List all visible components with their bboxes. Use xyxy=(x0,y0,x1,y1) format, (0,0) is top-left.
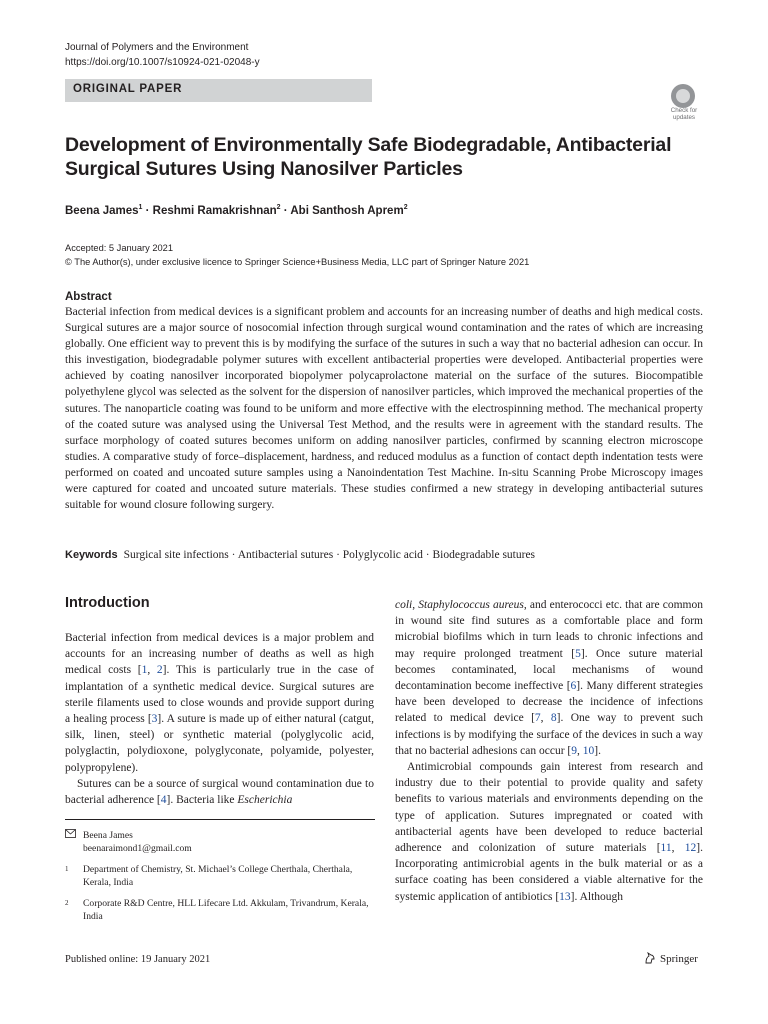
body-column-left xyxy=(65,630,374,808)
check-for-updates-label: Check for updates xyxy=(670,107,698,121)
affiliation-1 xyxy=(65,863,374,889)
citation-link[interactable]: 11 xyxy=(660,842,672,855)
affiliation-text: Department of Chemistry, St. Michael’s College Cherthala, Cherthala, Kerala, India xyxy=(83,864,353,888)
affiliation-number: 1 xyxy=(65,865,69,873)
article-type-label: ORIGINAL PAPER xyxy=(73,83,183,95)
journal-info xyxy=(65,40,260,70)
abstract-text: Bacterial infection from medical devices is a significant problem and accounts for an increasing number of deaths and high medical costs. Surgical sutures are a major source of nosocomial infection through surgical wound contamination and the rates of which are increasing globally. One efficient way to prevent this is by modifying the surface of the sutures in such a way that no bacterial adhesion can occur. In this investigation, biodegradable polymer sutures with excellent antibacterial properties were developed. Antibacterial properties were achieved by coating nanosilver incorporated biopolymer polycaprolactone material on the surface of the sutures. Biocompatible polyethylene glycol was selected as the solvent for the dispersion of nanosilver particles, which improved the mechanical properties of the sutures. The nanoparticle coating was found to be uniform and more effective with the electrospinning method. The mechanical property of the coated suture was analysed using the Universal Test Method, and the results were in agreement with the standard results. The surface morphology of coated sutures becomes uniform on adding nanosilver particles, confirmed by scanning electron microscope studies. A comparative study of force–displacement, hardness, and reduced modulus as a function of contact depth indentation tests were performed on coated and uncoated suture samples using a Nanoindentation Test Machine. In-situ Scanning Probe Microscopy images were captured for coated and uncoated suture materials. These studies confirmed a new strategy in developing antibacterial sutures suitable for wound closure following surgery. xyxy=(65,306,703,512)
contact-email[interactable]: beenaraimond1@gmail.com xyxy=(83,843,192,854)
paragraph: Bacterial infection from medical devices is a major problem and accounts for an increasing number of deaths as well as high medical costs [1, 2]. This is particularly true in the case of implantation of a synthetic medical device. Surgical sutures are sterile filaments used to close wounds and provide support during a healing process [3]. A suture is made up of either natural (catgut, silk, linen, steel) or synthetic material (polyglycolic acid, polyglactin, polydioxone, polyglyconate, polyamide, polyester, polypropylene). xyxy=(65,632,375,774)
affiliation-text: Corporate R&D Centre, HLL Lifecare Ltd. Akkulam, Trivandrum, Kerala, India xyxy=(83,898,369,922)
citation-link[interactable]: 13 xyxy=(559,890,571,903)
paragraph: Sutures can be a source of surgical wound contamination due to bacterial adherence [4]. Bacteria like Escherichia xyxy=(65,777,374,807)
article-dates xyxy=(65,241,529,269)
author-affiliation: 2 xyxy=(276,204,281,211)
citation-link[interactable]: 10 xyxy=(582,744,595,757)
author-affiliation: 1 xyxy=(138,204,143,211)
affiliation-number: 2 xyxy=(65,899,69,907)
paragraph: coli, Staphylococcus aureus, and enterococci etc. that are common in wound site find sutures as a comfortable place and form microbial biofilms which in turn leads to chronic infections and may require prolonged treatment [5]. Once suture material becomes contaminated, local mechanisms of wound decontamination become ineffective [6]. Many different strategies have been developed to decrease the incidence of infections related to medical device [7, 8]. One way to prevent such infections is by modifying the surface of the devices in such a way that no bacterial adhesions can occur [9, 10]. xyxy=(395,599,704,757)
introduction-heading: Introduction xyxy=(65,595,150,611)
citation-link[interactable]: 8 xyxy=(550,712,557,725)
author-name[interactable]: Beena James xyxy=(65,204,139,217)
footnotes xyxy=(65,829,374,931)
author-separator: · xyxy=(280,204,291,217)
article-title: Development of Environmentally Safe Biodegradable, Antibacterial Surgical Sutures Using Nanosilver Particles xyxy=(65,134,672,180)
citation-link[interactable]: 6 xyxy=(570,680,577,693)
author-affiliation: 2 xyxy=(403,204,408,211)
citation-link[interactable]: 5 xyxy=(575,647,581,660)
body-column-right xyxy=(395,597,703,905)
citation-link[interactable]: 12 xyxy=(684,842,697,855)
citation-link[interactable]: 4 xyxy=(160,794,167,807)
published-date: Published online: 19 January 2021 xyxy=(65,954,211,965)
keywords-list: Surgical site infections · Antibacterial sutures · Polyglycolic acid · Biodegradable sutures xyxy=(123,549,536,561)
keywords-label: Keywords xyxy=(65,549,118,561)
corresponding-author xyxy=(65,829,374,855)
copyright-notice: © The Author(s), under exclusive licence to Springer Science+Business Media, LLC part of Springer Nature 2021 xyxy=(65,257,530,267)
citation-link[interactable]: 7 xyxy=(534,712,541,725)
author-name[interactable]: Reshmi Ramakrishnan xyxy=(152,204,277,217)
doi-link[interactable]: https://doi.org/10.1007/s10924-021-02048-y xyxy=(65,57,260,68)
keywords xyxy=(65,549,535,561)
affiliation-2 xyxy=(65,897,374,923)
author-separator: · xyxy=(142,204,153,217)
crossmark-icon xyxy=(671,84,695,108)
abstract-heading: Abstract xyxy=(65,291,112,303)
author-name[interactable]: Abi Santhosh Aprem xyxy=(290,204,404,217)
springer-horse-icon xyxy=(644,952,656,964)
contact-name: Beena James xyxy=(83,830,133,841)
paragraph: Antimicrobial compounds gain interest from research and industry due to their potential to provide quality and safety benefits to various materials and environments depending on the type of application. Sutures impregnated or coated with antibacterial agents have been developed to reduce bacterial adherence and colonization of suture materials [11, 12]. Incorporating antimicrobial agents in the bulk material or as a surface coating has been considered a viable alternative for the systemic application of antibiotics [13]. Although xyxy=(395,761,704,903)
publisher-name: Springer xyxy=(660,953,698,965)
publisher xyxy=(644,952,698,965)
check-for-updates-button[interactable] xyxy=(666,84,702,123)
accepted-date: Accepted: 5 January 2021 xyxy=(65,243,174,253)
footnote-divider xyxy=(65,819,375,820)
citation-link[interactable]: 2 xyxy=(156,664,163,677)
envelope-icon xyxy=(65,829,76,842)
citation-link[interactable]: 3 xyxy=(151,713,158,726)
journal-name: Journal of Polymers and the Environment xyxy=(65,42,249,53)
article-type-badge xyxy=(65,79,372,102)
citation-link[interactable]: 9 xyxy=(571,744,578,757)
citation-link[interactable]: 1 xyxy=(141,664,148,677)
author-list xyxy=(65,204,408,217)
